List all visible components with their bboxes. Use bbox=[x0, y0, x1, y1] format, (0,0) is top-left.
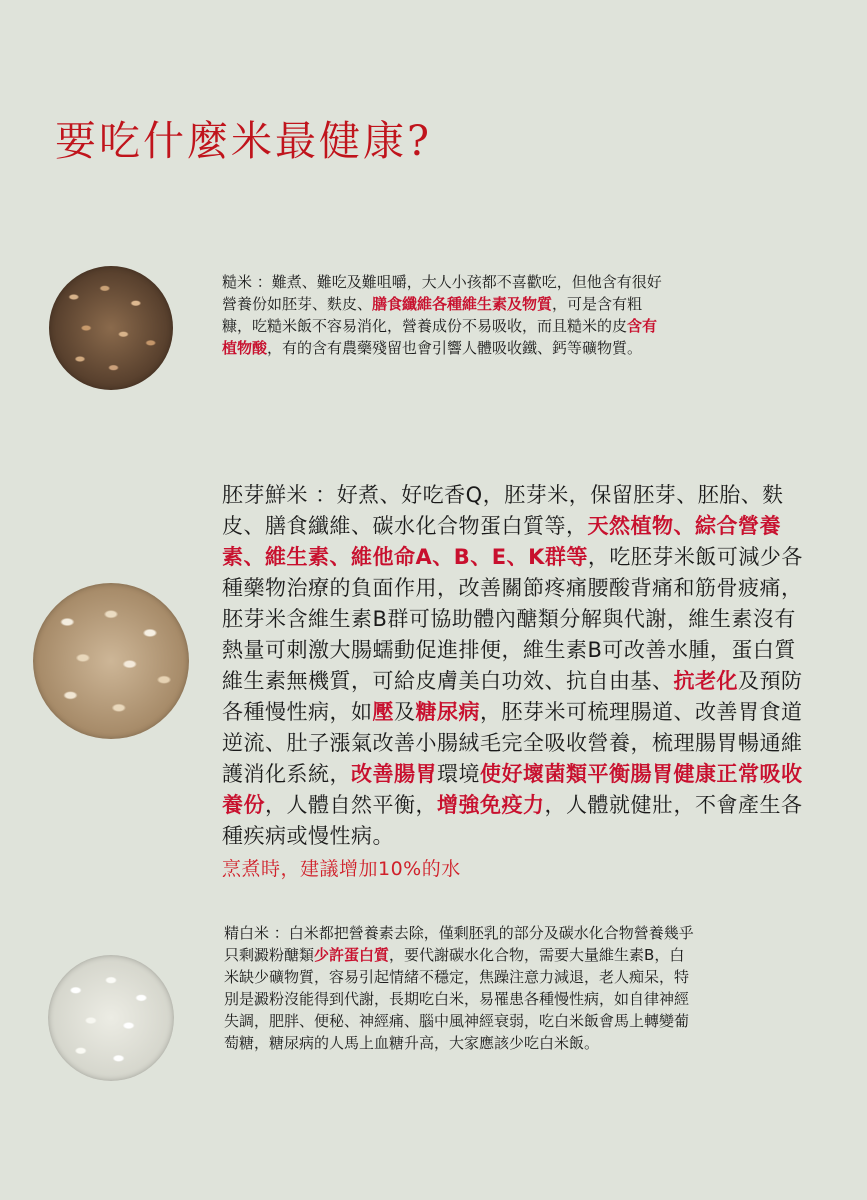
brown-rice-text-3: ，有的含有農藥殘留也會引響人體吸收鐵、鈣等礦物質。 bbox=[267, 339, 643, 357]
brown-rice-text-2: ，可是含有粗糠，吃糙米飯不容易消化，營養成份不易吸收，而且糙米的皮 bbox=[222, 295, 643, 335]
white-rice-description bbox=[224, 922, 694, 1054]
white-rice-text-1: 白米都把營養素去除，僅剩胚乳的部分及碳水化合物營養幾乎只剩澱粉醣類 bbox=[224, 924, 694, 964]
brown-rice-photo bbox=[49, 266, 173, 390]
germ-rice-paragraph bbox=[222, 480, 812, 852]
germ-rice-text-3: 及預防各種慢性病，如 bbox=[222, 669, 803, 724]
brown-rice-description bbox=[222, 271, 672, 359]
germ-rice-highlight-anti-aging: 抗老化 bbox=[673, 669, 738, 693]
germ-rice-highlight-diabetes: 糖尿病 bbox=[415, 700, 480, 724]
germ-rice-highlight-gut: 改善腸胃 bbox=[351, 762, 437, 786]
white-rice-label: 精白米 ： bbox=[224, 924, 289, 942]
germ-rice-photo bbox=[33, 583, 189, 739]
germ-rice-text-2: ，吃胚芽米飯可減少各種藥物治療的負面作用，改善關節疼痛腰酸背痛和筋骨疲痛，胚芽米含維生素B群可協助體內醣類分解與代謝，維生素沒有熱量可刺激大腸蠕動促進排便，維生素B可改善水腫，蛋白質維生素無機質，可給皮膚美白功效、抗自由基、 bbox=[222, 545, 803, 693]
germ-rice-description bbox=[222, 480, 812, 885]
white-rice-text-2: ，要代謝碳水化合物，需要大量維生素B，白米缺少礦物質，容易引起情緒不穩定，焦躁注意力減退，老人痴呆，特別是澱粉沒能得到代謝，長期吃白米，易罹患各種慢性病，如自律神經失調，肥胖、便秘、神經痛、腦中風神經衰弱，吃白米飯會馬上轉變葡萄糖，糖尿病的人馬上血糖升高，大家應該少吃白米飯。 bbox=[224, 946, 690, 1052]
brown-rice-highlight-fiber: 膳食纖維各種維生素及物質 bbox=[372, 295, 553, 313]
germ-rice-label: 胚芽鮮米 ： bbox=[222, 483, 337, 507]
brown-rice-highlight-phytic-acid: 含有植物酸 bbox=[222, 317, 658, 357]
germ-rice-text-1: 好煮、好吃香Q，胚芽米，保留胚芽、胚胎、麩皮、膳食纖維、碳水化合物蛋白質等， bbox=[222, 483, 784, 538]
germ-rice-text-4: 及 bbox=[394, 700, 416, 724]
germ-rice-text-6: 環境 bbox=[437, 762, 480, 786]
germ-rice-text-7: ，人體自然平衡， bbox=[265, 793, 437, 817]
cooking-note: 烹煮時，建議增加10%的水 bbox=[222, 858, 461, 880]
white-rice-paragraph bbox=[224, 922, 694, 1054]
germ-rice-text-5: ，胚芽米可梳理腸道、改善胃食道逆流、肚子漲氣改善小腸絨毛完全吸收營養，梳理腸胃暢通維護消化系統， bbox=[222, 700, 803, 786]
page-title: 要吃什麼米最健康? bbox=[55, 117, 432, 165]
germ-rice-highlight-pressure: 壓 bbox=[372, 700, 394, 724]
germ-rice-highlight-nutrients: 天然植物、綜合營養素、維生素、維他命A、B、E、K群等 bbox=[222, 514, 781, 569]
germ-rice-highlight-immunity: 增強免疫力 bbox=[437, 793, 545, 817]
brown-rice-paragraph bbox=[222, 271, 672, 359]
brown-rice-text-1: 難煮、難吃及難咀嚼，大人小孩都不喜歡吃，但他含有很好營養份如胚芽、麩皮、 bbox=[222, 273, 662, 313]
white-rice-highlight-protein: 少許蛋白質 bbox=[314, 946, 390, 964]
white-rice-photo bbox=[48, 955, 174, 1081]
germ-rice-highlight-bacteria: 使好壞菌類平衡腸胃健康正常吸收養份 bbox=[222, 762, 803, 817]
germ-rice-text-8: ，人體就健壯，不會產生各種疾病或慢性病。 bbox=[222, 793, 803, 848]
brown-rice-label: 糙米 ： bbox=[222, 273, 272, 291]
